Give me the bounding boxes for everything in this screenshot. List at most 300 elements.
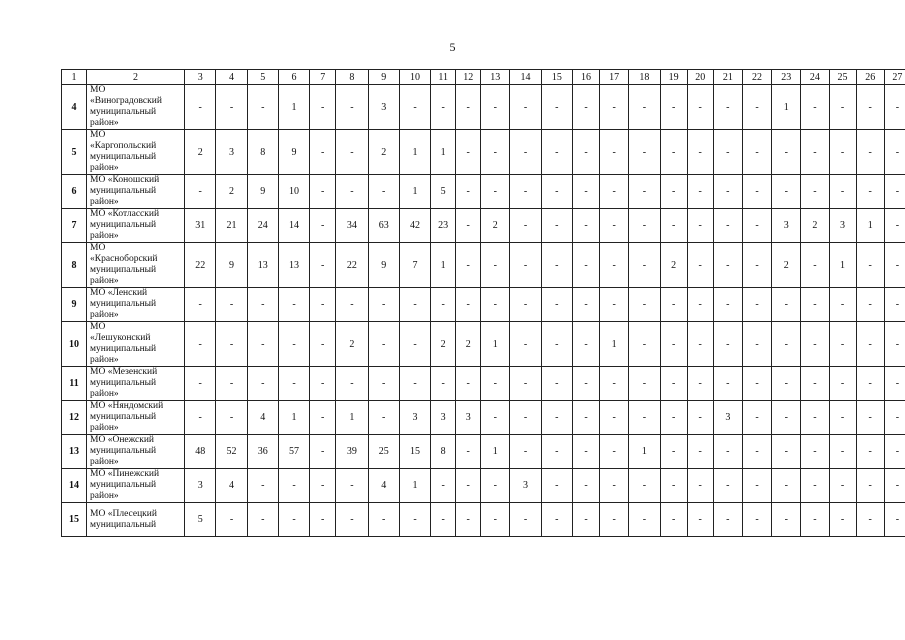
data-cell: -	[629, 401, 660, 435]
data-cell: 1	[399, 469, 430, 503]
data-cell: -	[216, 85, 247, 130]
data-cell: -	[278, 469, 309, 503]
data-cell: 2	[185, 130, 216, 175]
data-cell: -	[660, 469, 687, 503]
row-number: 14	[62, 469, 87, 503]
data-cell: -	[481, 85, 510, 130]
data-cell: -	[660, 288, 687, 322]
data-cell: -	[185, 288, 216, 322]
data-cell: -	[600, 209, 629, 243]
data-cell: -	[456, 85, 481, 130]
data-cell: -	[368, 322, 399, 367]
table-row	[62, 435, 905, 469]
column-header: 25	[829, 70, 856, 85]
table-row	[62, 130, 905, 175]
data-cell: -	[216, 401, 247, 435]
row-number: 11	[62, 367, 87, 401]
data-cell: -	[600, 243, 629, 288]
data-cell: -	[481, 288, 510, 322]
column-header: 19	[660, 70, 687, 85]
data-cell: -	[510, 85, 541, 130]
data-cell: 2	[336, 322, 368, 367]
data-cell: -	[829, 130, 856, 175]
column-header: 9	[368, 70, 399, 85]
data-cell: -	[687, 401, 713, 435]
data-cell: -	[856, 401, 884, 435]
municipality-name: МО «Красноборский муниципальный район»	[87, 243, 185, 288]
data-cell: -	[572, 503, 599, 537]
data-cell: -	[687, 243, 713, 288]
data-cell: -	[856, 130, 884, 175]
data-cell: -	[801, 85, 829, 130]
data-cell: 1	[336, 401, 368, 435]
data-cell: 25	[368, 435, 399, 469]
data-cell: -	[481, 367, 510, 401]
data-cell: 1	[629, 435, 660, 469]
data-cell: 1	[399, 130, 430, 175]
column-header: 12	[456, 70, 481, 85]
table-row	[62, 175, 905, 209]
data-table	[61, 69, 905, 537]
data-cell: -	[660, 367, 687, 401]
data-cell: -	[310, 175, 336, 209]
data-cell: -	[600, 367, 629, 401]
data-cell: -	[510, 367, 541, 401]
data-cell: -	[713, 469, 742, 503]
table-row	[62, 367, 905, 401]
row-number: 4	[62, 85, 87, 130]
data-cell: -	[600, 401, 629, 435]
data-cell: -	[481, 469, 510, 503]
data-cell: 4	[216, 469, 247, 503]
data-cell: -	[456, 503, 481, 537]
column-header: 8	[336, 70, 368, 85]
data-cell: -	[310, 469, 336, 503]
data-cell: -	[884, 469, 905, 503]
data-cell: -	[856, 175, 884, 209]
data-cell: -	[336, 130, 368, 175]
data-cell: -	[772, 322, 801, 367]
table-row	[62, 503, 905, 537]
data-cell: -	[310, 367, 336, 401]
data-cell: -	[629, 469, 660, 503]
municipality-name: МО «Няндомский муниципальный район»	[87, 401, 185, 435]
data-cell: 3	[510, 469, 541, 503]
data-cell: -	[431, 469, 456, 503]
table-row	[62, 469, 905, 503]
data-cell: 9	[247, 175, 278, 209]
data-cell: -	[541, 367, 572, 401]
data-cell: -	[687, 85, 713, 130]
row-number: 10	[62, 322, 87, 367]
data-cell: -	[742, 130, 771, 175]
data-cell: 1	[772, 85, 801, 130]
data-cell: 1	[399, 175, 430, 209]
data-cell: -	[742, 288, 771, 322]
data-cell: -	[884, 288, 905, 322]
data-cell: -	[801, 130, 829, 175]
data-cell: -	[687, 288, 713, 322]
table-row	[62, 401, 905, 435]
data-cell: -	[856, 503, 884, 537]
data-cell: -	[600, 85, 629, 130]
data-cell: -	[856, 288, 884, 322]
data-cell: 1	[856, 209, 884, 243]
data-cell: -	[629, 503, 660, 537]
data-cell: -	[856, 435, 884, 469]
data-cell: -	[660, 401, 687, 435]
data-cell: -	[829, 367, 856, 401]
data-cell: -	[856, 85, 884, 130]
data-cell: -	[216, 367, 247, 401]
data-cell: 1	[481, 322, 510, 367]
table-body	[62, 85, 905, 537]
data-cell: -	[247, 469, 278, 503]
data-cell: -	[456, 469, 481, 503]
data-cell: 3	[216, 130, 247, 175]
data-cell: -	[216, 503, 247, 537]
data-cell: -	[368, 367, 399, 401]
data-cell: -	[772, 435, 801, 469]
data-cell: -	[801, 401, 829, 435]
data-cell: -	[829, 175, 856, 209]
column-header: 18	[629, 70, 660, 85]
column-header: 26	[856, 70, 884, 85]
data-cell: -	[310, 85, 336, 130]
data-cell: -	[742, 243, 771, 288]
data-cell: -	[185, 322, 216, 367]
data-cell: -	[368, 288, 399, 322]
data-cell: -	[541, 175, 572, 209]
data-cell: 9	[368, 243, 399, 288]
row-number: 8	[62, 243, 87, 288]
data-cell: -	[772, 401, 801, 435]
data-cell: -	[541, 209, 572, 243]
data-cell: -	[600, 469, 629, 503]
column-header: 24	[801, 70, 829, 85]
data-cell: -	[687, 130, 713, 175]
data-cell: -	[713, 209, 742, 243]
data-cell: -	[456, 130, 481, 175]
data-cell: 13	[278, 243, 309, 288]
data-cell: -	[660, 322, 687, 367]
data-cell: 4	[368, 469, 399, 503]
municipality-name: МО «Пинежский муниципальный район»	[87, 469, 185, 503]
column-header: 13	[481, 70, 510, 85]
table-container	[61, 69, 905, 569]
data-cell: -	[278, 367, 309, 401]
data-cell: -	[310, 401, 336, 435]
column-header: 15	[541, 70, 572, 85]
data-cell: -	[541, 503, 572, 537]
data-cell: -	[884, 435, 905, 469]
data-cell: -	[600, 435, 629, 469]
data-cell: -	[884, 367, 905, 401]
data-cell: 2	[801, 209, 829, 243]
data-cell: -	[185, 401, 216, 435]
data-cell: 48	[185, 435, 216, 469]
data-cell: -	[481, 401, 510, 435]
data-cell: -	[829, 85, 856, 130]
data-cell: -	[772, 469, 801, 503]
data-cell: 42	[399, 209, 430, 243]
data-cell: 39	[336, 435, 368, 469]
data-cell: -	[600, 503, 629, 537]
data-cell: -	[742, 401, 771, 435]
data-cell: 36	[247, 435, 278, 469]
row-number: 7	[62, 209, 87, 243]
data-cell: -	[310, 435, 336, 469]
table-row	[62, 243, 905, 288]
municipality-name: МО «Котласский муниципальный район»	[87, 209, 185, 243]
data-cell: -	[481, 130, 510, 175]
data-cell: -	[572, 175, 599, 209]
header-row	[62, 70, 905, 85]
data-cell: -	[742, 435, 771, 469]
data-cell: 3	[185, 469, 216, 503]
data-cell: -	[572, 435, 599, 469]
data-cell: -	[829, 469, 856, 503]
column-header: 11	[431, 70, 456, 85]
data-cell: -	[336, 175, 368, 209]
data-cell: -	[310, 503, 336, 537]
data-cell: -	[399, 288, 430, 322]
data-cell: 2	[216, 175, 247, 209]
data-cell: -	[541, 85, 572, 130]
data-cell: -	[742, 209, 771, 243]
data-cell: -	[660, 175, 687, 209]
data-cell: 3	[456, 401, 481, 435]
data-cell: -	[336, 469, 368, 503]
data-cell: -	[481, 243, 510, 288]
data-cell: 2	[431, 322, 456, 367]
data-cell: -	[884, 85, 905, 130]
data-cell: -	[687, 435, 713, 469]
data-cell: -	[399, 367, 430, 401]
data-cell: 3	[399, 401, 430, 435]
data-cell: -	[368, 503, 399, 537]
data-cell: -	[713, 130, 742, 175]
data-cell: -	[456, 288, 481, 322]
data-cell: -	[801, 435, 829, 469]
data-cell: -	[541, 322, 572, 367]
data-cell: -	[399, 322, 430, 367]
data-cell: -	[431, 85, 456, 130]
data-cell: -	[572, 243, 599, 288]
data-cell: -	[713, 322, 742, 367]
data-cell: -	[742, 469, 771, 503]
data-cell: -	[713, 367, 742, 401]
data-cell: 1	[600, 322, 629, 367]
data-cell: 4	[247, 401, 278, 435]
data-cell: -	[247, 85, 278, 130]
data-cell: -	[600, 175, 629, 209]
data-cell: -	[660, 435, 687, 469]
data-cell: -	[572, 85, 599, 130]
data-cell: 24	[247, 209, 278, 243]
data-cell: -	[856, 243, 884, 288]
data-cell: 2	[368, 130, 399, 175]
data-cell: -	[660, 209, 687, 243]
data-cell: -	[801, 288, 829, 322]
data-cell: 23	[431, 209, 456, 243]
data-cell: -	[829, 288, 856, 322]
data-cell: -	[856, 469, 884, 503]
data-cell: -	[660, 85, 687, 130]
data-cell: -	[572, 322, 599, 367]
data-cell: -	[742, 503, 771, 537]
data-cell: -	[884, 243, 905, 288]
data-cell: -	[510, 503, 541, 537]
data-cell: 2	[772, 243, 801, 288]
row-number: 9	[62, 288, 87, 322]
data-cell: -	[399, 503, 430, 537]
column-header: 23	[772, 70, 801, 85]
data-cell: -	[456, 243, 481, 288]
data-cell: -	[510, 209, 541, 243]
data-cell: -	[510, 401, 541, 435]
data-cell: 63	[368, 209, 399, 243]
data-cell: -	[247, 288, 278, 322]
data-cell: -	[541, 243, 572, 288]
data-cell: 1	[829, 243, 856, 288]
data-cell: -	[185, 85, 216, 130]
data-cell: -	[884, 209, 905, 243]
data-cell: -	[336, 288, 368, 322]
data-cell: -	[801, 322, 829, 367]
column-header: 10	[399, 70, 430, 85]
data-cell: -	[829, 435, 856, 469]
data-cell: -	[856, 322, 884, 367]
data-cell: -	[481, 503, 510, 537]
data-cell: 1	[481, 435, 510, 469]
data-cell: -	[510, 435, 541, 469]
data-cell: -	[713, 243, 742, 288]
data-cell: -	[772, 288, 801, 322]
data-cell: 3	[431, 401, 456, 435]
data-cell: -	[572, 469, 599, 503]
data-cell: -	[742, 175, 771, 209]
column-header: 17	[600, 70, 629, 85]
data-cell: 15	[399, 435, 430, 469]
data-cell: -	[713, 175, 742, 209]
data-cell: -	[629, 243, 660, 288]
data-cell: 9	[216, 243, 247, 288]
data-cell: -	[629, 322, 660, 367]
data-cell: 8	[431, 435, 456, 469]
column-header: 21	[713, 70, 742, 85]
data-cell: 1	[278, 85, 309, 130]
data-cell: -	[368, 175, 399, 209]
data-cell: -	[884, 401, 905, 435]
municipality-name: МО «Виноградовский муниципальный район»	[87, 85, 185, 130]
row-number: 13	[62, 435, 87, 469]
data-cell: -	[742, 85, 771, 130]
data-cell: -	[541, 435, 572, 469]
data-cell: -	[629, 175, 660, 209]
data-cell: -	[687, 175, 713, 209]
data-cell: 3	[368, 85, 399, 130]
data-cell: -	[310, 322, 336, 367]
data-cell: -	[336, 367, 368, 401]
data-cell: 3	[772, 209, 801, 243]
data-cell: -	[310, 243, 336, 288]
data-cell: -	[278, 288, 309, 322]
data-cell: -	[801, 367, 829, 401]
municipality-name: МО «Коношский муниципальный район»	[87, 175, 185, 209]
data-cell: -	[856, 367, 884, 401]
data-cell: 13	[247, 243, 278, 288]
data-cell: -	[629, 85, 660, 130]
column-header: 16	[572, 70, 599, 85]
data-cell: 3	[713, 401, 742, 435]
row-number: 6	[62, 175, 87, 209]
data-cell: -	[629, 367, 660, 401]
data-cell: -	[772, 130, 801, 175]
data-cell: 1	[431, 130, 456, 175]
data-cell: 7	[399, 243, 430, 288]
data-cell: -	[572, 401, 599, 435]
data-cell: -	[687, 367, 713, 401]
data-cell: 3	[829, 209, 856, 243]
municipality-name: МО «Ленский муниципальный район»	[87, 288, 185, 322]
data-cell: -	[884, 322, 905, 367]
data-cell: 22	[336, 243, 368, 288]
data-cell: -	[216, 288, 247, 322]
data-cell: 34	[336, 209, 368, 243]
data-cell: -	[431, 288, 456, 322]
municipality-name: МО «Лешуконский муниципальный район»	[87, 322, 185, 367]
data-cell: -	[687, 322, 713, 367]
data-cell: -	[541, 288, 572, 322]
data-cell: -	[629, 288, 660, 322]
data-cell: -	[185, 175, 216, 209]
table-row	[62, 209, 905, 243]
data-cell: -	[541, 401, 572, 435]
data-cell: -	[829, 401, 856, 435]
data-cell: -	[541, 469, 572, 503]
column-header: 27	[884, 70, 905, 85]
data-cell: -	[310, 130, 336, 175]
data-cell: 5	[185, 503, 216, 537]
data-cell: -	[247, 322, 278, 367]
data-cell: 10	[278, 175, 309, 209]
column-header: 20	[687, 70, 713, 85]
data-cell: -	[829, 322, 856, 367]
column-header: 3	[185, 70, 216, 85]
data-cell: -	[456, 175, 481, 209]
data-cell: -	[772, 503, 801, 537]
data-cell: 21	[216, 209, 247, 243]
data-cell: -	[247, 503, 278, 537]
data-cell: -	[713, 435, 742, 469]
data-cell: -	[336, 85, 368, 130]
data-cell: -	[278, 322, 309, 367]
column-header: 6	[278, 70, 309, 85]
data-cell: -	[336, 503, 368, 537]
data-cell: -	[456, 435, 481, 469]
data-cell: 2	[660, 243, 687, 288]
data-cell: -	[216, 322, 247, 367]
data-cell: -	[801, 503, 829, 537]
data-cell: -	[742, 367, 771, 401]
data-cell: -	[510, 288, 541, 322]
municipality-name: МО «Каргопольский муниципальный район»	[87, 130, 185, 175]
data-cell: 9	[278, 130, 309, 175]
data-cell: -	[572, 367, 599, 401]
data-cell: 2	[456, 322, 481, 367]
data-cell: -	[247, 367, 278, 401]
